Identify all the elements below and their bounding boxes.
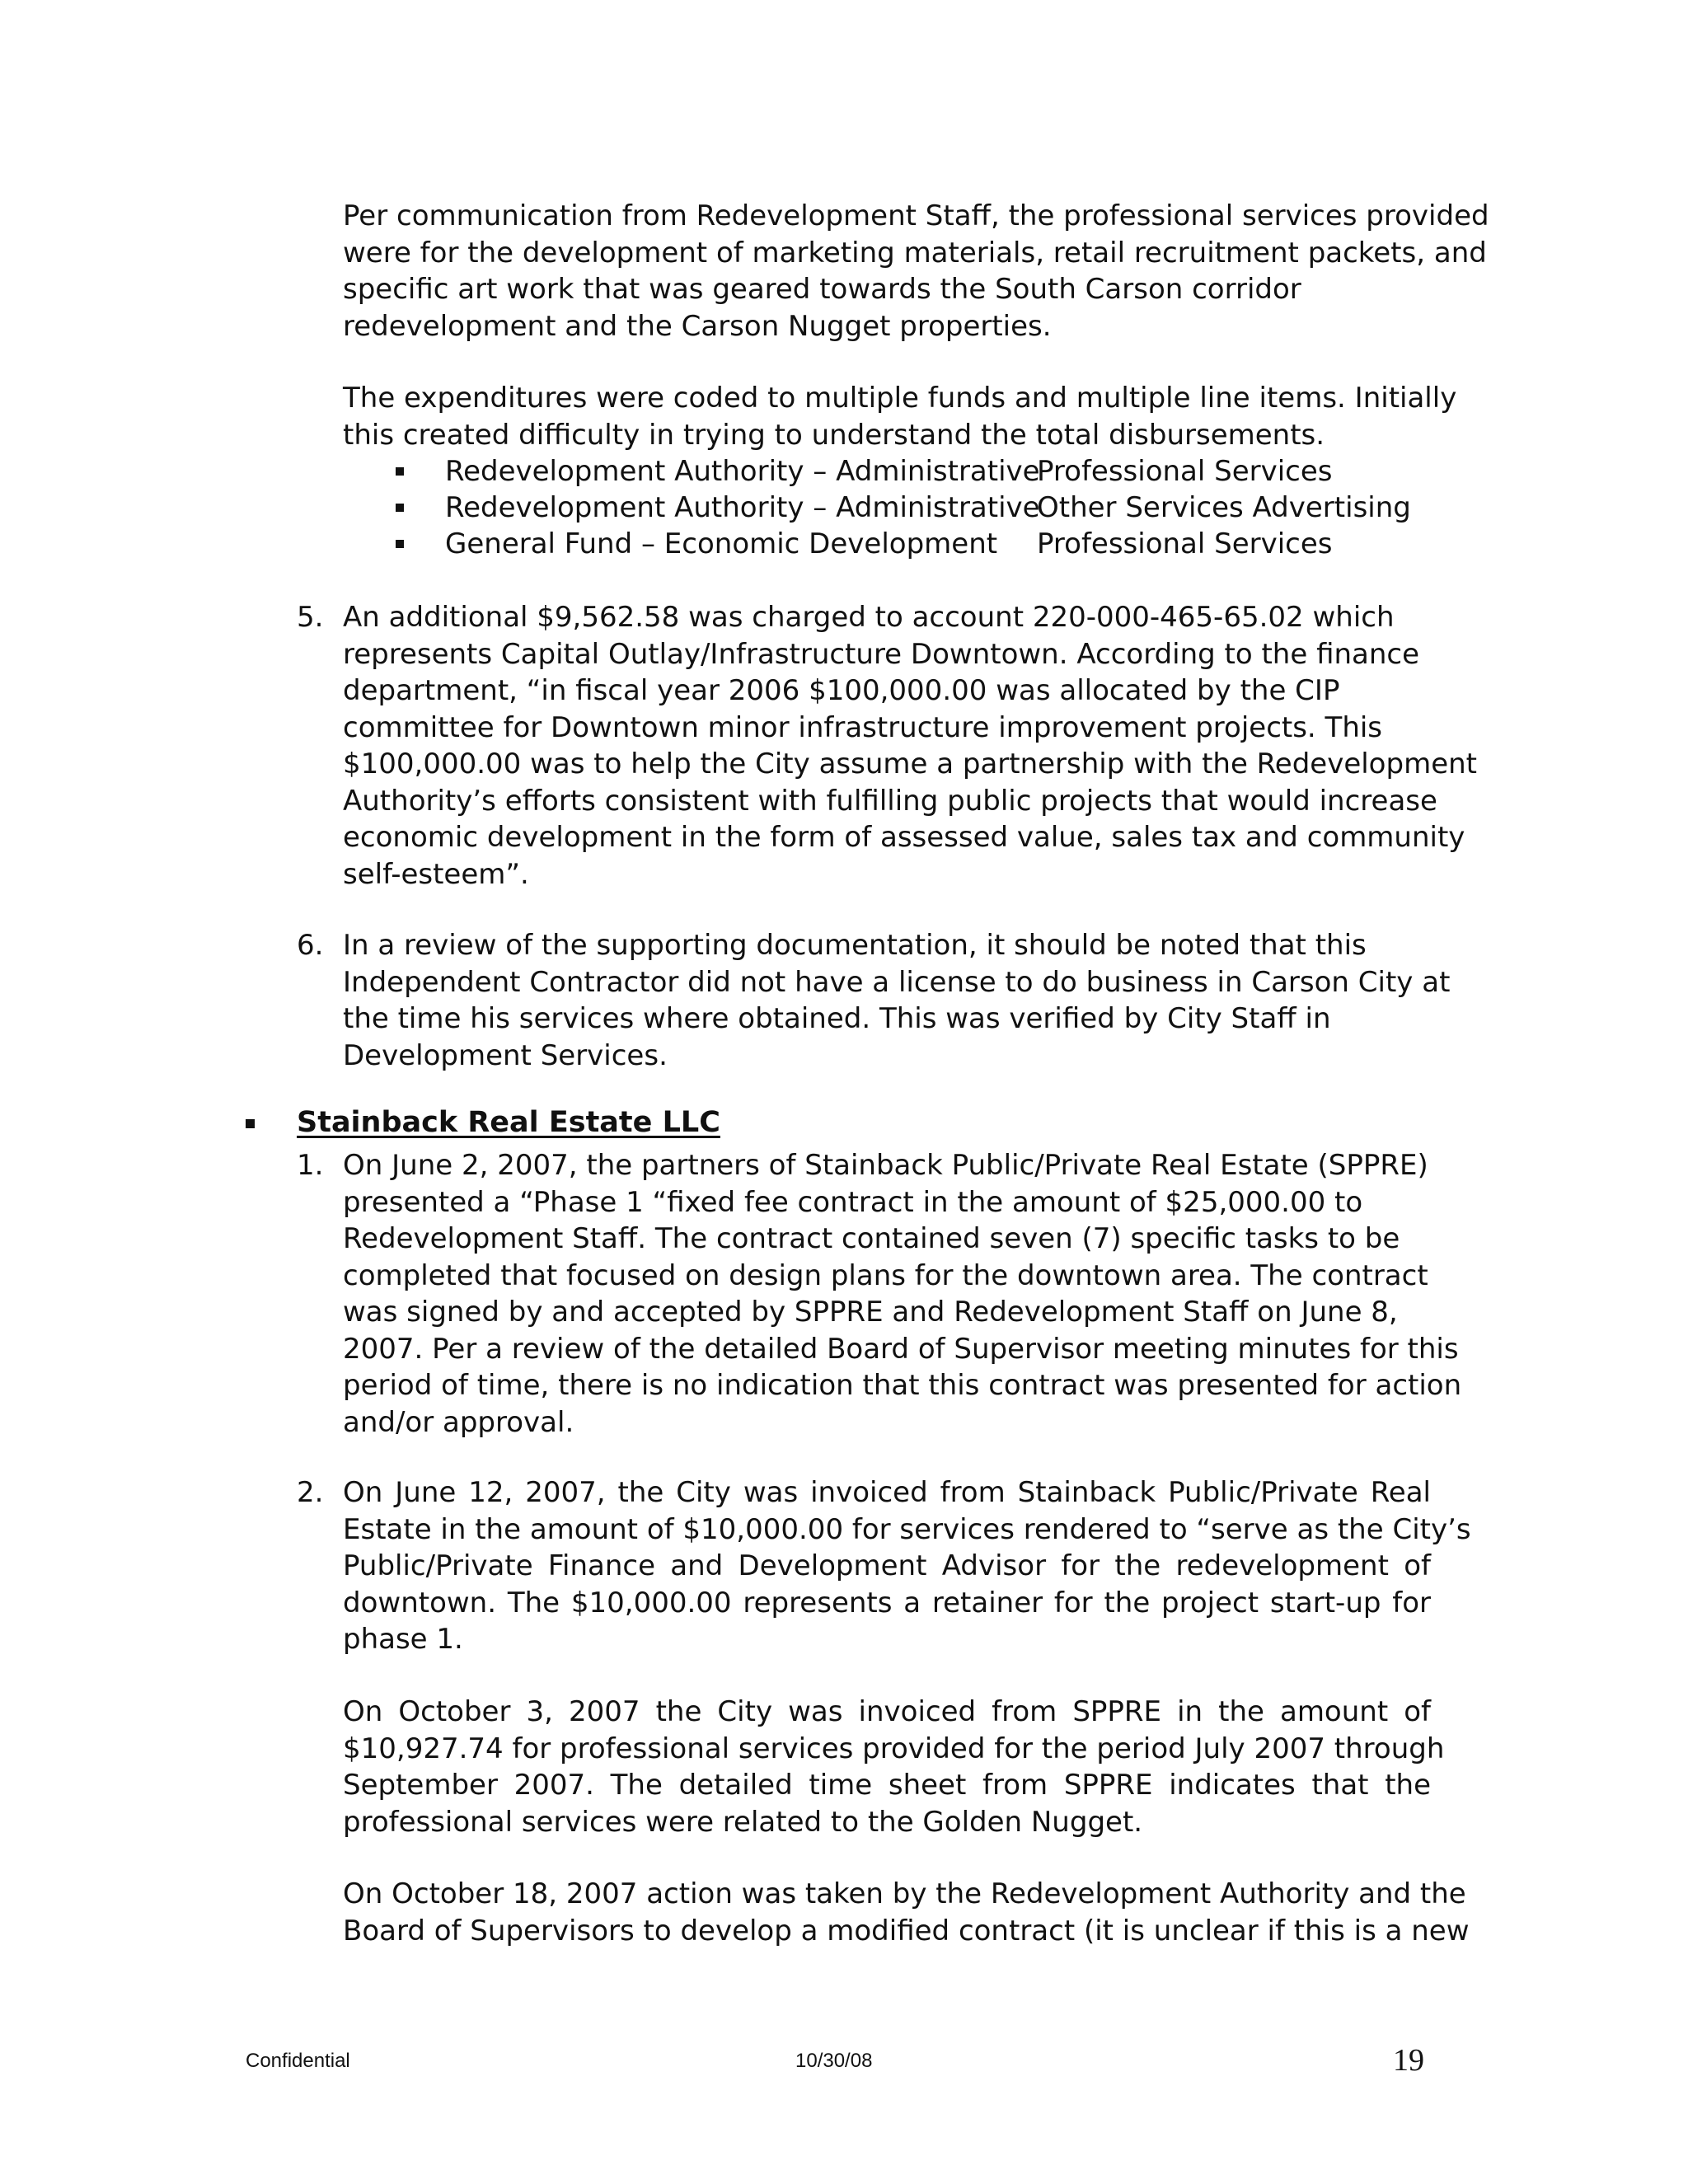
text-line: An additional $9,562.58 was charged to account 220-000-465-65.02 which — [343, 601, 1395, 634]
list-item-5 — [343, 599, 1477, 893]
text-line: The expenditures were coded to multiple funds and multiple line items. Initially — [343, 382, 1457, 415]
text-line: Independent Contractor did not have a license to do business in Carson City at — [343, 965, 1451, 999]
text-line: and/or approval. — [343, 1405, 574, 1439]
square-bullet-icon — [396, 467, 404, 476]
list-number: 1. — [297, 1149, 324, 1182]
paragraph-expenditures — [343, 380, 1457, 453]
list-number: 2. — [297, 1476, 324, 1509]
text-line: On June 12, 2007, the City was invoiced from Stainback Public/Private Real — [343, 1476, 1431, 1509]
paragraph-october-18 — [343, 1876, 1470, 1949]
text-line: committee for Downtown minor infrastructure improvement projects. This — [343, 710, 1383, 744]
line-item-name: Professional Services — [1037, 527, 1333, 560]
fund-name: General Fund – Economic Development — [445, 527, 998, 560]
text-line: completed that focused on design plans for the downtown area. The contract — [343, 1258, 1428, 1292]
square-bullet-icon — [396, 504, 404, 512]
text-line: economic development in the form of assessed value, sales tax and community — [343, 821, 1465, 854]
stainback-item-1 — [343, 1147, 1462, 1441]
text-line: Authority’s efforts consistent with fulfilling public projects that would increase — [343, 784, 1437, 818]
text-line: were for the development of marketing materials, retail recruitment packets, and — [343, 236, 1487, 269]
text-line: redevelopment and the Carson Nugget properties. — [343, 309, 1052, 343]
text-line: self-esteem”. — [343, 857, 529, 891]
square-bullet-icon — [246, 1119, 255, 1128]
text-line: represents Capital Outlay/Infrastructure Downtown. According to the finance — [343, 637, 1420, 671]
text-line: On October 18, 2007 action was taken by the Redevelopment Authority and the — [343, 1877, 1466, 1910]
square-bullet-icon — [396, 540, 404, 548]
text-line: presented a “Phase 1 “fixed fee contract in the amount of $25,000.00 to — [343, 1185, 1363, 1219]
list-item-6 — [343, 927, 1451, 1074]
fund-name: Redevelopment Authority – Administrative — [445, 491, 1040, 524]
text-line: phase 1. — [343, 1623, 463, 1656]
text-line: Board of Supervisors to develop a modified contract (it is unclear if this is a new — [343, 1914, 1470, 1947]
page-number: 19 — [1393, 2043, 1424, 2078]
stainback-item-2 — [343, 1474, 1471, 1658]
text-line: $100,000.00 was to help the City assume a partnership with the Redevelopment — [343, 748, 1477, 780]
section-heading: Stainback Real Estate LLC — [297, 1106, 720, 1139]
text-line: department, “in fiscal year 2006 $100,000.00 was allocated by the CIP — [343, 674, 1340, 707]
list-number: 5. — [297, 601, 324, 634]
text-line: Public/Private Finance and Development Advisor for the redevelopment of — [343, 1549, 1431, 1582]
text-line: On October 3, 2007 the City was invoiced from SPPRE in the amount of — [343, 1695, 1431, 1728]
text-line: specific art work that was geared towards the South Carson corridor — [343, 273, 1301, 306]
text-line: period of time, there is no indication that this contract was presented for action — [343, 1369, 1462, 1402]
fund-name: Redevelopment Authority – Administrative — [445, 455, 1040, 488]
text-line: In a review of the supporting documentation, it should be noted that this — [343, 929, 1367, 962]
paragraph-marketing — [343, 198, 1489, 344]
text-line: the time his services where obtained. This was verified by City Staff in — [343, 1002, 1331, 1035]
text-line: September 2007. The detailed time sheet from SPPRE indicates that the — [343, 1769, 1431, 1802]
text-line: Redevelopment Staff. The contract contained seven (7) specific tasks to be — [343, 1222, 1400, 1255]
text-line: Per communication from Redevelopment Staff, the professional services provided — [343, 199, 1489, 232]
footer-confidential: Confidential — [246, 2050, 350, 2072]
paragraph-october-3 — [343, 1694, 1445, 1840]
line-item-name: Professional Services — [1037, 455, 1333, 488]
text-line: On June 2, 2007, the partners of Stainback Public/Private Real Estate (SPPRE) — [343, 1149, 1428, 1182]
line-item-name: Other Services Advertising — [1037, 491, 1411, 524]
text-line: downtown. The $10,000.00 represents a retainer for the project start-up for — [343, 1586, 1431, 1619]
text-line: this created difficulty in trying to understand the total disbursements. — [343, 418, 1325, 452]
text-line: professional services were related to the Golden Nugget. — [343, 1805, 1143, 1839]
footer-date: 10/30/08 — [795, 2050, 873, 2072]
text-line: $10,927.74 for professional services provided for the period July 2007 through — [343, 1732, 1445, 1765]
text-line: was signed by and accepted by SPPRE and Redevelopment Staff on June 8, — [343, 1296, 1398, 1329]
text-line: 2007. Per a review of the detailed Board of Supervisor meeting minutes for this — [343, 1332, 1459, 1366]
text-line: Estate in the amount of $10,000.00 for services rendered to “serve as the City’s — [343, 1512, 1471, 1546]
text-line: Development Services. — [343, 1038, 668, 1072]
list-number: 6. — [297, 929, 324, 962]
